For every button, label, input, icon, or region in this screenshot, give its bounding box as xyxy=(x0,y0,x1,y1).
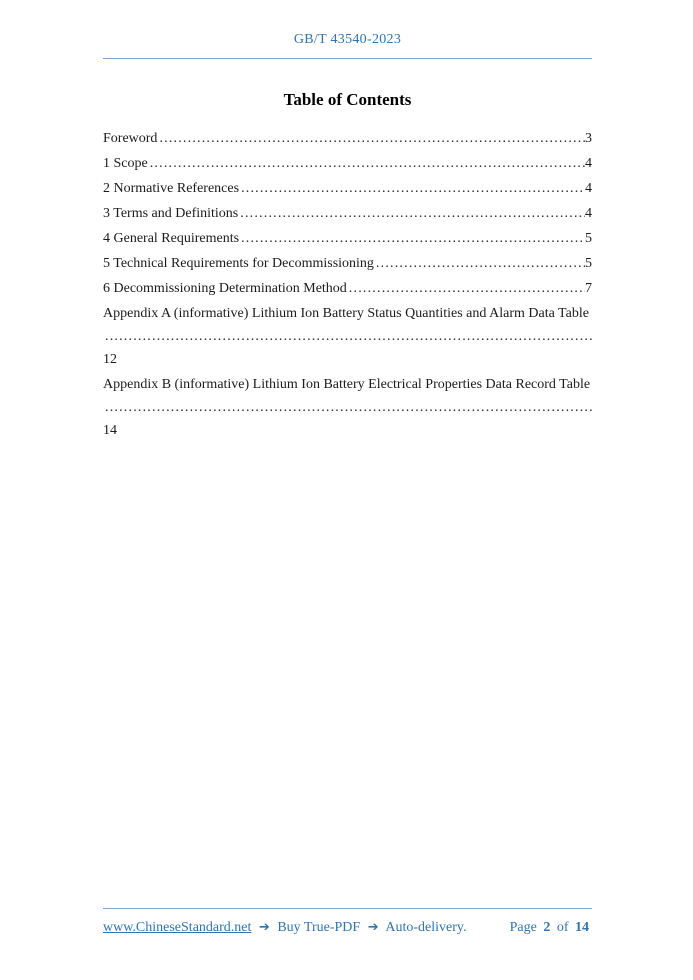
toc-page-number: 3 xyxy=(585,131,592,146)
page-header xyxy=(103,0,592,59)
toc-leader-dots xyxy=(238,202,585,225)
arrow-icon: ➔ xyxy=(258,920,270,935)
document-number: GB/T 43540-2023 xyxy=(293,32,402,47)
toc-list xyxy=(103,127,592,442)
toc-leader-dots xyxy=(374,252,585,275)
auto-delivery-label: Auto-delivery. xyxy=(385,920,467,935)
toc-page-number: 4 xyxy=(585,156,592,171)
toc-page-number: 5 xyxy=(585,231,592,246)
toc-entry-label: Appendix A (informative) Lithium Ion Battery Status Quantities and Alarm Data Table xyxy=(103,306,589,321)
arrow-icon: ➔ xyxy=(367,920,379,935)
toc-leader-dots xyxy=(103,396,592,419)
toc-entry-label: 4 General Requirements xyxy=(103,231,240,246)
toc-entry xyxy=(103,177,592,200)
toc-entry-label: 6 Decommissioning Determination Method xyxy=(103,281,347,296)
toc-leader-dots xyxy=(148,152,585,175)
toc-entry-label: 3 Terms and Definitions xyxy=(103,206,239,221)
toc-leader-dots xyxy=(157,127,585,150)
toc-entry-label: Appendix B (informative) Lithium Ion Battery Electrical Properties Data Record Table xyxy=(103,377,591,392)
toc-leader-dots xyxy=(347,277,585,300)
toc-entry xyxy=(103,227,592,250)
toc-leader-dots xyxy=(239,177,585,200)
toc-entry xyxy=(103,127,592,150)
toc-entry-label: 1 Scope xyxy=(103,156,148,171)
toc-entry xyxy=(103,302,592,371)
toc-entry xyxy=(103,152,592,175)
toc-page-number: 12 xyxy=(103,352,117,367)
total-page-count: 14 xyxy=(575,920,589,935)
toc-entry-label: 2 Normative References xyxy=(103,181,240,196)
footer-promo xyxy=(103,918,466,937)
toc-entry-label: Foreword xyxy=(103,131,158,146)
toc-page-number: 5 xyxy=(585,256,592,271)
toc-entry xyxy=(103,202,592,225)
toc-entry xyxy=(103,373,592,442)
website-link[interactable]: www.ChineseStandard.net xyxy=(103,920,252,935)
toc-page-number: 14 xyxy=(103,423,117,438)
toc-page-number: 4 xyxy=(585,181,592,196)
page-title: Table of Contents xyxy=(283,90,412,109)
toc-page-number: 4 xyxy=(585,206,592,221)
toc-leader-dots xyxy=(103,325,592,348)
buy-true-pdf-label: Buy True-PDF xyxy=(277,920,361,935)
toc-entry-label: 5 Technical Requirements for Decommissioning xyxy=(103,256,374,271)
current-page-number: 2 xyxy=(543,920,551,935)
toc-entry xyxy=(103,252,592,275)
page-footer xyxy=(103,908,592,937)
toc-leader-dots xyxy=(239,227,585,250)
toc-page-number: 7 xyxy=(585,281,592,296)
page-indicator xyxy=(510,918,592,937)
of-word: of xyxy=(556,920,569,935)
toc-entry xyxy=(103,277,592,300)
page-word: Page xyxy=(509,920,537,935)
